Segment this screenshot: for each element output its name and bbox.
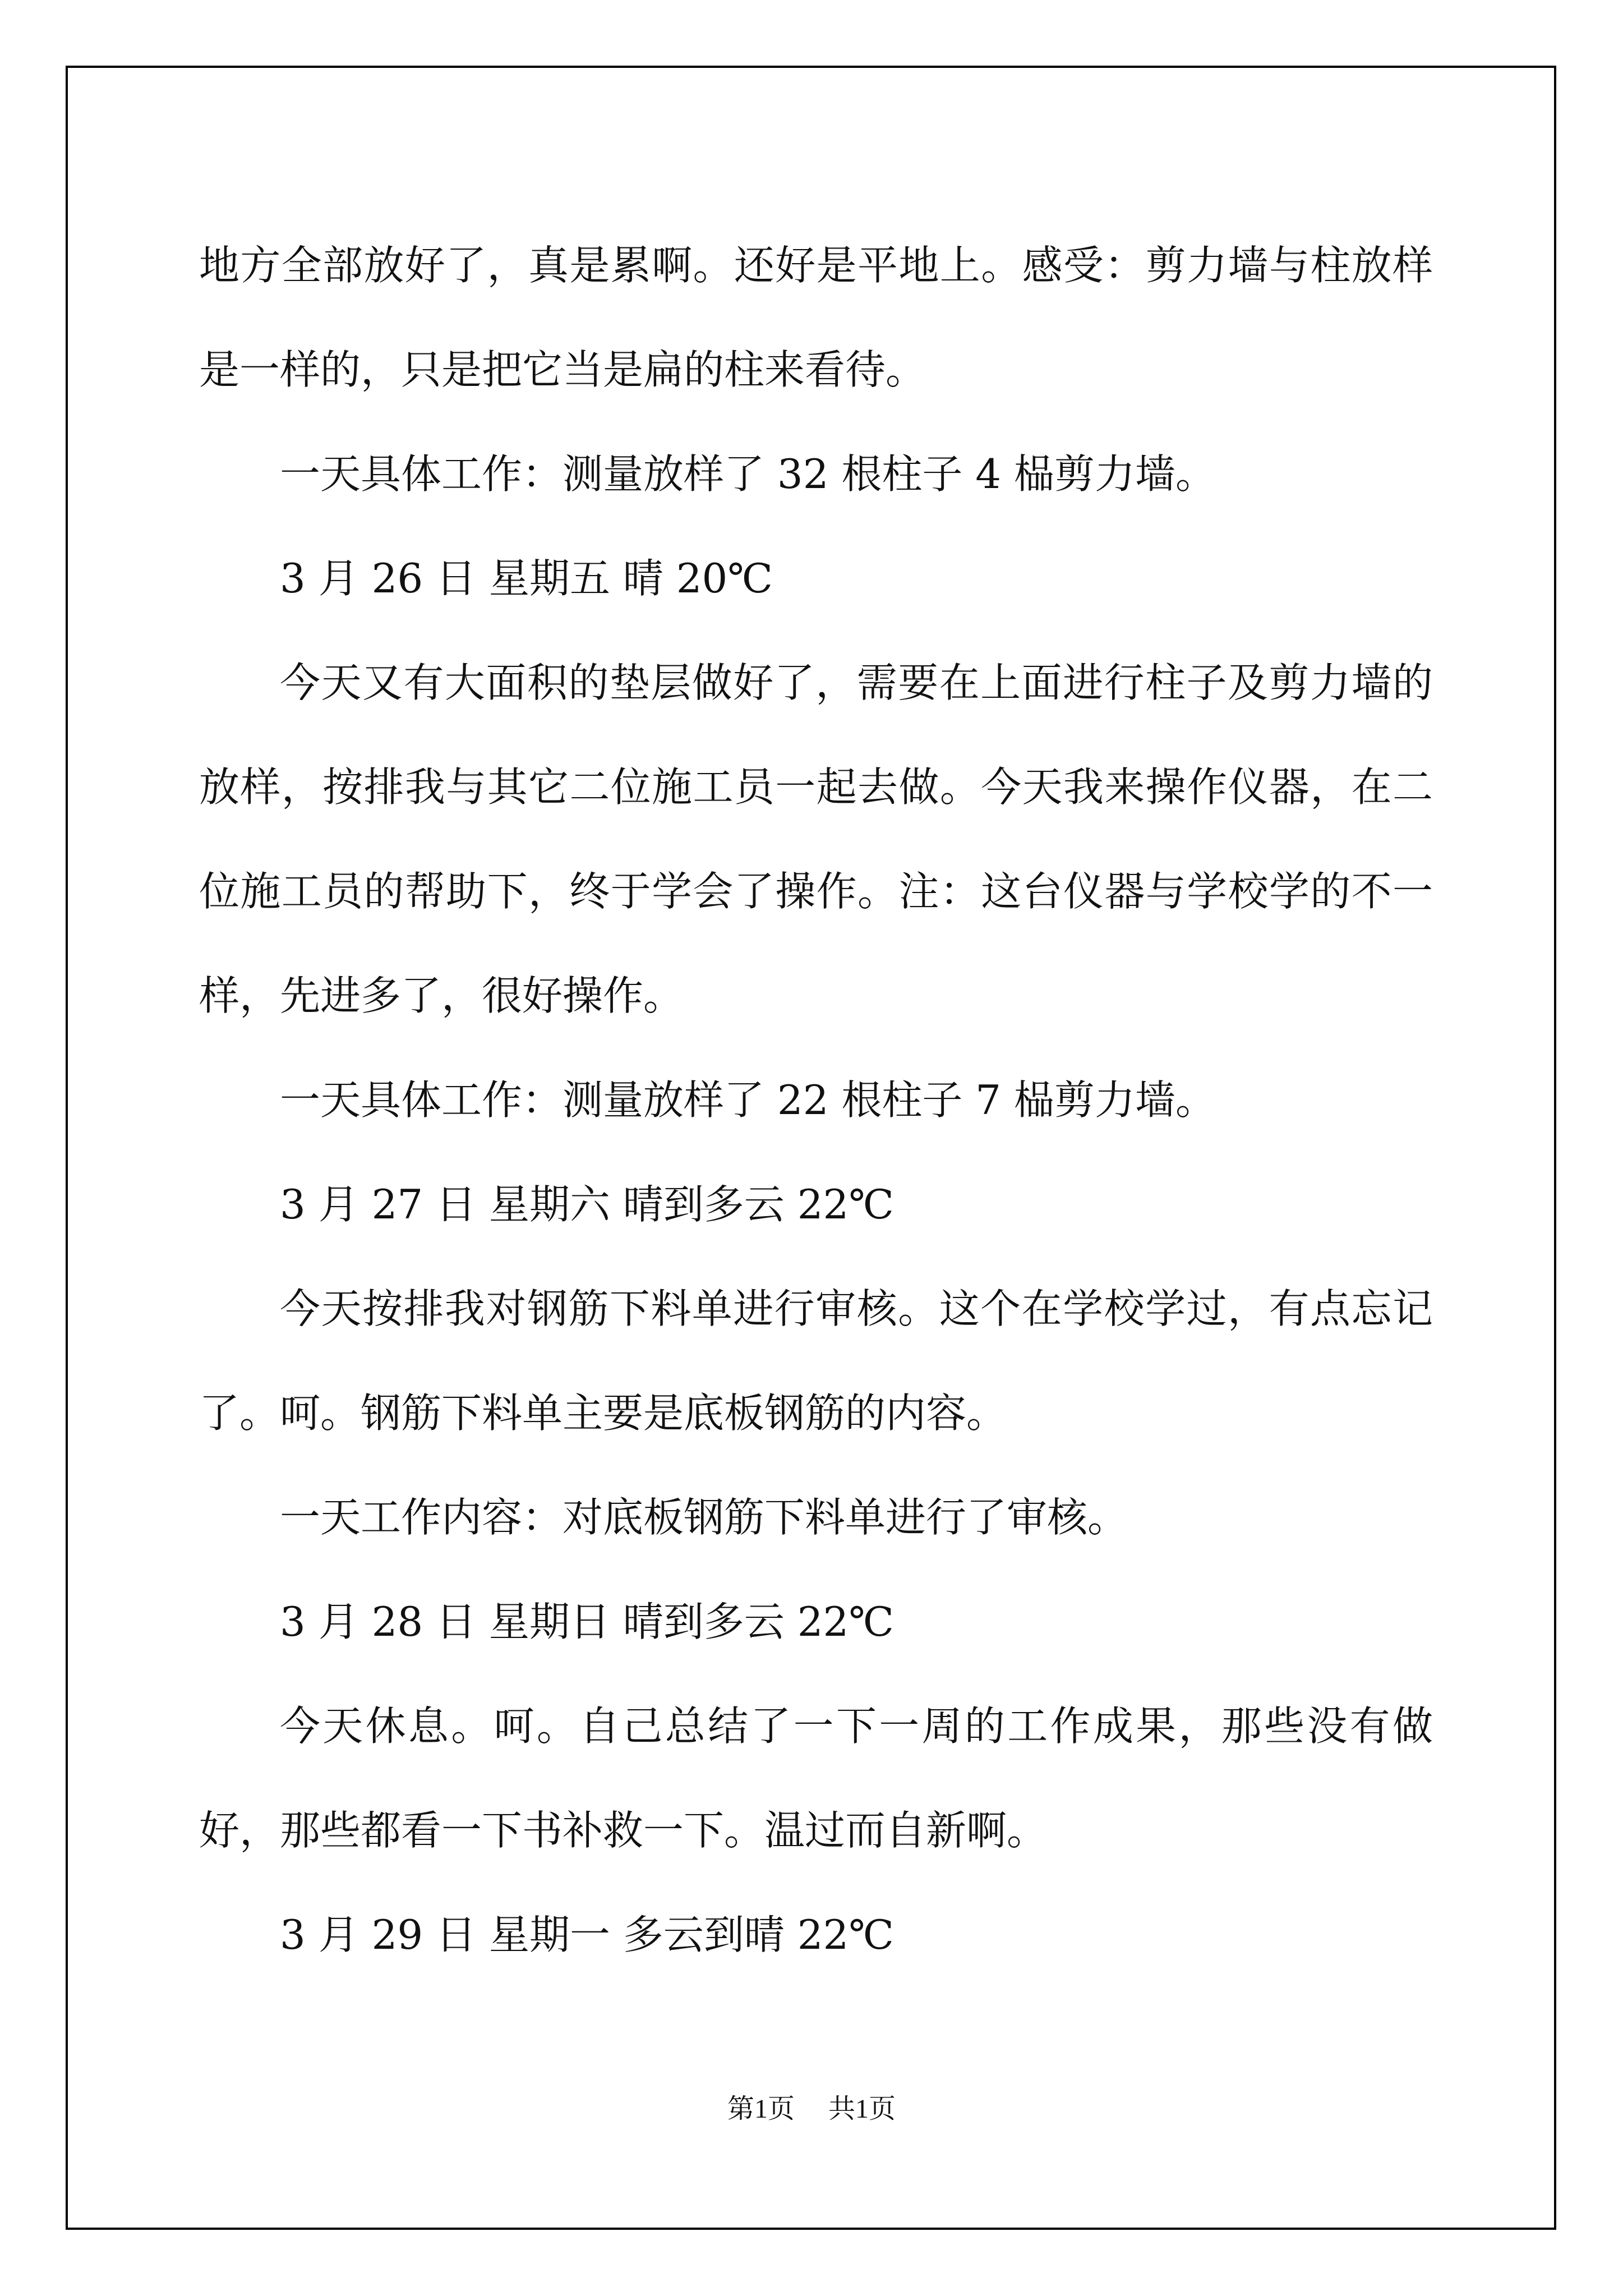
- date-heading: 3 月 26 日 星期五 晴 20℃: [280, 555, 773, 602]
- paragraph: 今天休息。呵。自己总结了一下一周的工作成果，那些没有做好，那些都看一下书补救一下。温过而自新啊。: [199, 1703, 1433, 1854]
- document-body: [199, 213, 1433, 1987]
- page-number: 第1页: [727, 2094, 795, 2124]
- paragraph: 地方全部放好了，真是累啊。还好是平地上。感受：剪力墙与柱放样是一样的，只是把它当是扁的柱来看待。: [199, 242, 1433, 393]
- paragraph: 一天具体工作：测量放样了 22 根柱子 7 榀剪力墙。: [280, 1076, 1216, 1124]
- date-heading: 3 月 28 日 星期日 晴到多云 22℃: [280, 1598, 894, 1645]
- date-heading: 3 月 29 日 星期一 多云到晴 22℃: [280, 1911, 894, 1958]
- page-total: 共1页: [828, 2094, 896, 2124]
- date-heading: 3 月 27 日 星期六 晴到多云 22℃: [280, 1181, 894, 1228]
- paragraph: 一天工作内容：对底板钢筋下料单进行了审核。: [280, 1494, 1128, 1541]
- paragraph: 一天具体工作：测量放样了 32 根柱子 4 榀剪力墙。: [280, 450, 1216, 498]
- page-footer: [0, 2087, 1623, 2125]
- paragraph: 今天又有大面积的垫层做好了，需要在上面进行柱子及剪力墙的放样，按排我与其它二位施工员一起去做。今天我来操作仪器，在二位施工员的帮助下，终于学会了操作。注：这台仪器与学校学的不一样，先进多了，很好操作。: [199, 659, 1433, 1019]
- paragraph: 今天按排我对钢筋下料单进行审核。这个在学校学过，有点忘记了。呵。钢筋下料单主要是底板钢筋的内容。: [199, 1285, 1433, 1437]
